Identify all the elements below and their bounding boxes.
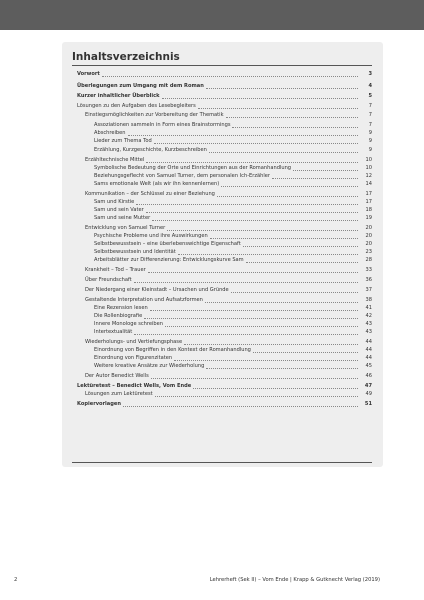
- page-title: Inhaltsverzeichnis: [72, 51, 180, 63]
- toc-entry-page: 7: [368, 122, 372, 128]
- toc-entry-title: Wiederholungs- und Vertiefungsphase: [85, 339, 183, 345]
- toc-entry-page: 44: [365, 339, 372, 345]
- toc-entry-title: Psychische Probleme und ihre Auswirkungen: [94, 233, 208, 239]
- toc-leader-dots: [217, 196, 358, 197]
- toc-leader-dots: [198, 108, 358, 109]
- toc-entry: [94, 146, 372, 154]
- toc-leader-dots: [205, 302, 358, 303]
- toc-entry: [94, 129, 372, 137]
- toc-entry-page: 43: [365, 321, 372, 327]
- toc-entry: [94, 180, 372, 188]
- toc-entry-title: Intertextualität: [94, 329, 133, 335]
- toc-entry: [94, 320, 372, 328]
- toc-entry: [77, 400, 372, 408]
- toc-leader-dots: [144, 318, 358, 319]
- toc-entry-page: 10: [365, 157, 372, 163]
- toc-entry-page: 14: [365, 181, 372, 187]
- toc-leader-dots: [151, 378, 358, 379]
- toc-leader-dots: [184, 344, 358, 345]
- toc-entry-page: 12: [365, 173, 372, 179]
- toc-entry-title: Vorwort: [77, 71, 100, 77]
- toc-entry-page: 47: [364, 383, 372, 389]
- toc-leader-dots: [206, 368, 358, 369]
- toc-leader-dots: [148, 272, 358, 273]
- toc-entry-title: Der Autor Benedict Wells: [85, 373, 149, 379]
- toc-entry-page: 23: [365, 249, 372, 255]
- toc-entry-page: 43: [365, 329, 372, 335]
- toc-entry-title: Sam und Kirstie: [94, 199, 135, 205]
- toc-entry: [94, 362, 372, 370]
- toc-entry-page: 20: [365, 225, 372, 231]
- toc-entry: [77, 92, 372, 100]
- toc-entry-title: Einstiegsmöglichkeiten zur Vorbereitung der Thematik: [85, 112, 224, 118]
- toc-entry-title: Lösungen zu den Aufgaben des Lesebegleiters: [77, 103, 196, 109]
- toc-entry: [94, 206, 372, 214]
- toc-entry: [94, 121, 372, 129]
- toc-entry-title: Sams emotionale Welt (als wir ihn kennenlernen): [94, 181, 220, 187]
- toc-entry-title: Kommunikation – der Schlüssel zu einer Beziehung: [85, 191, 215, 197]
- toc-entry-title: Eine Rezension lesen: [94, 305, 148, 311]
- toc-entry-title: Gestaltende Interpretation und Aufsatzformen: [85, 297, 203, 303]
- toc-entry: [94, 304, 372, 312]
- toc-entry: [85, 224, 372, 232]
- toc-entry-page: 44: [365, 355, 372, 361]
- toc-entry-page: 9: [368, 138, 372, 144]
- toc-entry-title: Lieder zum Thema Tod: [94, 138, 152, 144]
- toc-entry-page: 44: [365, 347, 372, 353]
- toc-entry-page: 46: [365, 373, 372, 379]
- toc-leader-dots: [232, 127, 358, 128]
- toc-entry: [85, 266, 372, 274]
- toc-entry: [85, 190, 372, 198]
- toc-entry-title: Assoziationen sammeln in Form eines Brainstormings: [94, 122, 231, 128]
- toc-entry-page: 38: [365, 297, 372, 303]
- toc-entry: [94, 240, 372, 248]
- toc-entry-page: 20: [365, 233, 372, 239]
- toc-entry-title: Selbstbewusstsein – eine überlebenswichtige Eigenschaft: [94, 241, 241, 247]
- toc-entry-title: Einordnung von Figurenzitaten: [94, 355, 173, 361]
- toc-entry: [94, 328, 372, 336]
- toc-entry-page: 37: [365, 287, 372, 293]
- toc-entry-page: 45: [365, 363, 372, 369]
- toc-entry-page: 33: [365, 267, 372, 273]
- toc-leader-dots: [102, 76, 358, 77]
- toc-entry-title: Sam und sein Vater: [94, 207, 144, 213]
- toc-entry: [94, 354, 372, 362]
- toc-leader-dots: [167, 230, 358, 231]
- toc-entry: [77, 382, 372, 390]
- toc-entry-title: Kopiervorlagen: [77, 401, 121, 407]
- toc-leader-dots: [272, 178, 358, 179]
- toc-entry: [77, 70, 372, 78]
- toc-leader-dots: [155, 396, 358, 397]
- toc-entry: [85, 296, 372, 304]
- toc-leader-dots: [193, 388, 358, 389]
- toc-leader-dots: [134, 282, 358, 283]
- toc-leader-dots: [165, 326, 358, 327]
- toc-entry-title: Die Rollenbiografie: [94, 313, 143, 319]
- toc-entry: [85, 156, 372, 164]
- toc-entry-title: Lösungen zum Lektüretest: [85, 391, 153, 397]
- toc-leader-dots: [128, 135, 358, 136]
- toc-entry: [85, 372, 372, 380]
- toc-entry-title: Entwicklung von Samuel Turner: [85, 225, 166, 231]
- toc-entry-page: 10: [365, 165, 372, 171]
- toc-entry: [94, 172, 372, 180]
- toc-entry-page: 7: [368, 112, 372, 118]
- toc-leader-dots: [178, 254, 358, 255]
- toc-entry-page: 3: [368, 71, 372, 77]
- toc-leader-dots: [146, 212, 358, 213]
- toc-entry: [94, 312, 372, 320]
- toc-entry-page: 9: [368, 130, 372, 136]
- toc-entry-title: Weitere kreative Ansätze zur Wiederholung: [94, 363, 205, 369]
- toc-entry-page: 51: [364, 401, 372, 407]
- toc-entry: [85, 338, 372, 346]
- toc-entry-title: Sam und seine Mutter: [94, 215, 151, 221]
- toc-entry: [85, 276, 372, 284]
- toc-entry: [94, 214, 372, 222]
- toc-entry-title: Beziehungsgeflecht von Samuel Turner, dem personalen Ich-Erzähler: [94, 173, 271, 179]
- toc-entry-title: Symbolische Bedeutung der Orte und Einrichtungen aus der Romanhandlung: [94, 165, 292, 171]
- toc-entry-title: Selbstbewusstsein und Identität: [94, 249, 176, 255]
- toc-entry-page: 7: [368, 103, 372, 109]
- toc-entry-title: Überlegungen zum Umgang mit dem Roman: [77, 83, 204, 89]
- toc-entry-page: 49: [365, 391, 372, 397]
- toc-entry-page: 9: [368, 147, 372, 153]
- toc-leader-dots: [221, 186, 358, 187]
- toc-entry: [94, 232, 372, 240]
- toc-leader-dots: [243, 246, 358, 247]
- toc-entry-title: Kurzer inhaltlicher Überblick: [77, 93, 160, 99]
- toc-leader-dots: [246, 262, 358, 263]
- toc-entry: [85, 286, 372, 294]
- footer-page-number: 2: [14, 577, 18, 583]
- toc-entry-page: 20: [365, 241, 372, 247]
- toc-entry: [94, 137, 372, 145]
- toc-entry-page: 18: [365, 207, 372, 213]
- toc-entry-page: 17: [365, 199, 372, 205]
- toc-entry-title: Arbeitsblätter zur Differenzierung: Entwicklungskurve Sam: [94, 257, 244, 263]
- toc-entry: [94, 248, 372, 256]
- toc-entry-title: Lektüretest – Benedict Wells, Vom Ende: [77, 383, 192, 389]
- toc-leader-dots: [146, 162, 358, 163]
- toc-leader-dots: [162, 98, 359, 99]
- toc-entry: [94, 346, 372, 354]
- toc-entry: [94, 256, 372, 264]
- toc-leader-dots: [134, 334, 358, 335]
- toc-entry-page: 19: [365, 215, 372, 221]
- toc-entry-page: 4: [368, 83, 372, 89]
- toc-leader-dots: [152, 220, 358, 221]
- toc-entry-title: Abschreiben: [94, 130, 126, 136]
- footer-source: Lehrerheft (Sek II) – Vom Ende | Krapp & Gutknecht Verlag (2019): [209, 577, 380, 583]
- toc-entry-title: Über Freundschaft: [85, 277, 132, 283]
- toc-entry-page: 17: [365, 191, 372, 197]
- toc-entry-page: 42: [365, 313, 372, 319]
- toc-entry-title: Innere Monologe schreiben: [94, 321, 164, 327]
- toc-entry: [94, 164, 372, 172]
- toc-entry-title: Einordnung von Begriffen in den Kontext der Romanhandlung: [94, 347, 251, 353]
- toc-leader-dots: [231, 292, 358, 293]
- toc-leader-dots: [154, 143, 358, 144]
- toc-entry-page: 36: [365, 277, 372, 283]
- toc-leader-dots: [293, 170, 358, 171]
- toc-leader-dots: [253, 352, 358, 353]
- toc-leader-dots: [174, 360, 358, 361]
- toc-leader-dots: [209, 152, 358, 153]
- toc-leader-dots: [210, 238, 358, 239]
- toc-entry: [85, 390, 372, 398]
- toc-leader-dots: [136, 204, 358, 205]
- toc-entry-page: 41: [365, 305, 372, 311]
- toc-leader-dots: [206, 88, 358, 89]
- toc-entry: [94, 198, 372, 206]
- toc-leader-dots: [123, 406, 358, 407]
- toc-entry-page: 5: [368, 93, 372, 99]
- toc-leader-dots: [226, 117, 358, 118]
- toc-leader-dots: [150, 310, 358, 311]
- toc-entry: [77, 82, 372, 90]
- toc-entry: [85, 111, 372, 119]
- toc-entry-title: Der Niedergang einer Kleinstadt – Ursachen und Gründe: [85, 287, 229, 293]
- toc-entry-title: Erzählung, Kurzgeschichte, Kurzbeschreiben: [94, 147, 207, 153]
- toc-entry-page: 28: [365, 257, 372, 263]
- toc-entry: [77, 102, 372, 110]
- toc-entry-title: Erzähltechnische Mittel: [85, 157, 145, 163]
- toc-entry-title: Krankheit – Tod – Trauer: [85, 267, 146, 273]
